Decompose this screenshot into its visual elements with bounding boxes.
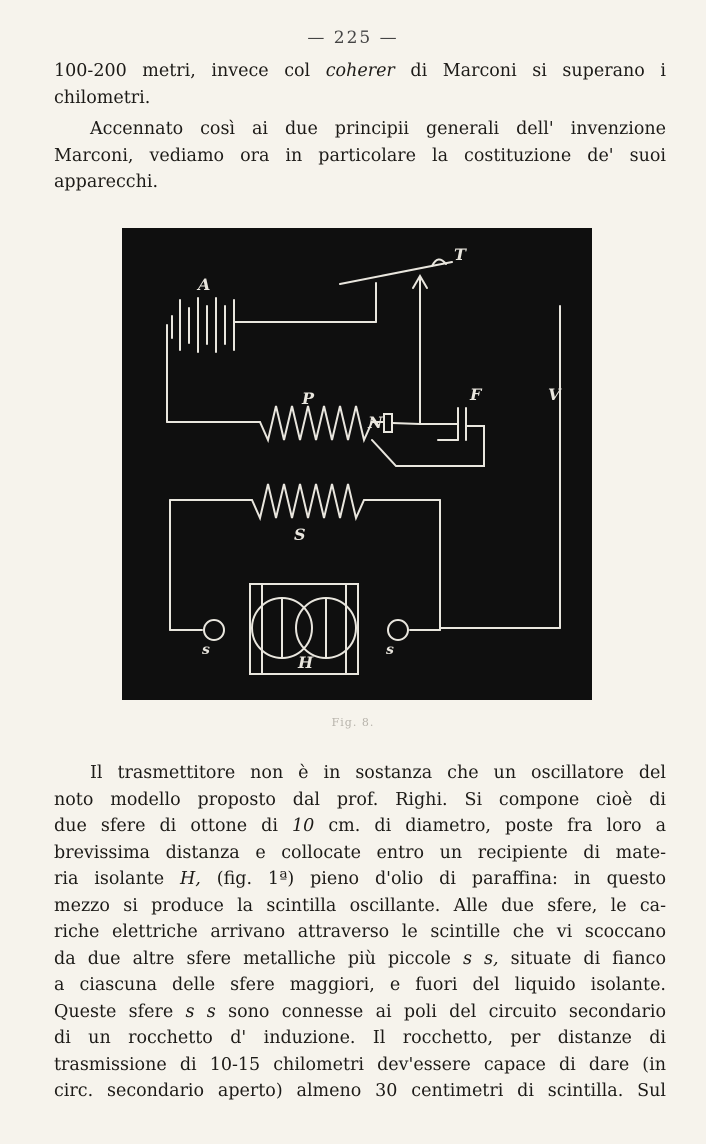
- paragraph-3-line-1: Il trasmettitore non è in sostanza che un oscillatore del: [90, 763, 666, 783]
- paragraph-3-line-8: [54, 946, 666, 973]
- label-N: N: [368, 413, 383, 432]
- figure-caption: Fig. 8.: [331, 716, 375, 729]
- paragraph-3-line-9: a ciascuna delle sfere maggiori, e fuori del liquido isolante.: [54, 975, 666, 995]
- text-run: di Marconi si superano i: [394, 61, 666, 81]
- paragraph-3: [54, 760, 666, 1105]
- page-number: — 225 —: [307, 28, 399, 48]
- text-run: (fig. 1ª) pieno d'olio di paraffina: in questo: [200, 869, 666, 889]
- paragraph-3-line-3: [54, 813, 666, 840]
- paragraph-3-line-5: [54, 866, 666, 893]
- text-run: sono connesse ai poli del circuito secondario: [215, 1001, 667, 1022]
- label-A: A: [198, 275, 211, 294]
- paragraph-3-line-11: di un rocchetto d' induzione. Il rocchetto, per distanze di: [54, 1028, 666, 1048]
- paragraph-1-line-2: chilometri.: [54, 87, 151, 108]
- paragraph-2-line-3: apparecchi.: [54, 172, 159, 192]
- paragraph-1-line-1: [54, 58, 666, 85]
- paragraph-1: [54, 58, 666, 111]
- text-run: due sfere di ottone di: [54, 816, 293, 836]
- text-run: 100-200 metri, invece col: [54, 61, 326, 81]
- italic-letters-ss: s s,: [462, 948, 499, 969]
- paragraph-2-line-1: Accennato così ai due principii generali dell' invenzione: [90, 119, 666, 139]
- label-S: S: [294, 525, 306, 544]
- label-s-left: s: [202, 642, 210, 658]
- paragraph-3-line-6: mezzo si produce la scintilla oscillante. Alle due sfere, le ca-: [54, 895, 666, 916]
- italic-letters-ss: s s: [185, 1001, 216, 1022]
- paragraph-3-line-4: brevissima distanza e collocate entro un recipiente di mate-: [54, 842, 666, 863]
- paragraph-3-line-7: riche elettriche arrivano attraverso le scintille che vi scoccano: [54, 922, 666, 942]
- transmitter-circuit-diagram: [122, 228, 592, 700]
- label-H: H: [298, 653, 314, 672]
- text-run: cm. di diametro, poste fra loro a: [314, 816, 667, 836]
- circuit-svg: [122, 228, 592, 700]
- paragraph-3-line-2: noto modello proposto dal prof. Righi. Si compone cioè di: [54, 789, 666, 810]
- italic-number: 10: [292, 816, 315, 836]
- paragraph-3-line-12: trasmissione di 10-15 chilometri dev'essere capace di dare (in: [54, 1054, 666, 1075]
- paragraph-3-line-13: circ. secondario aperto) almeno 30 centimetri di scintilla. Sul: [54, 1081, 666, 1101]
- label-V: V: [548, 385, 561, 404]
- italic-term-coherer: coherer: [325, 61, 395, 81]
- label-F: F: [470, 385, 482, 404]
- text-run: Queste sfere: [54, 1001, 186, 1022]
- paragraph-3-line-10: [54, 999, 666, 1026]
- text-run: ria isolante: [54, 869, 181, 889]
- text-run: situate di fianco: [498, 948, 666, 969]
- text-run: da due altre sfere metalliche più piccole: [54, 948, 463, 969]
- label-P: P: [302, 389, 315, 408]
- label-s-right: s: [386, 642, 394, 658]
- paragraph-2-line-2: Marconi, vediamo ora in particolare la costituzione de' suoi: [54, 145, 666, 166]
- paragraph-2: [54, 116, 666, 196]
- label-T: T: [454, 245, 466, 264]
- italic-letter-H: H,: [180, 869, 201, 889]
